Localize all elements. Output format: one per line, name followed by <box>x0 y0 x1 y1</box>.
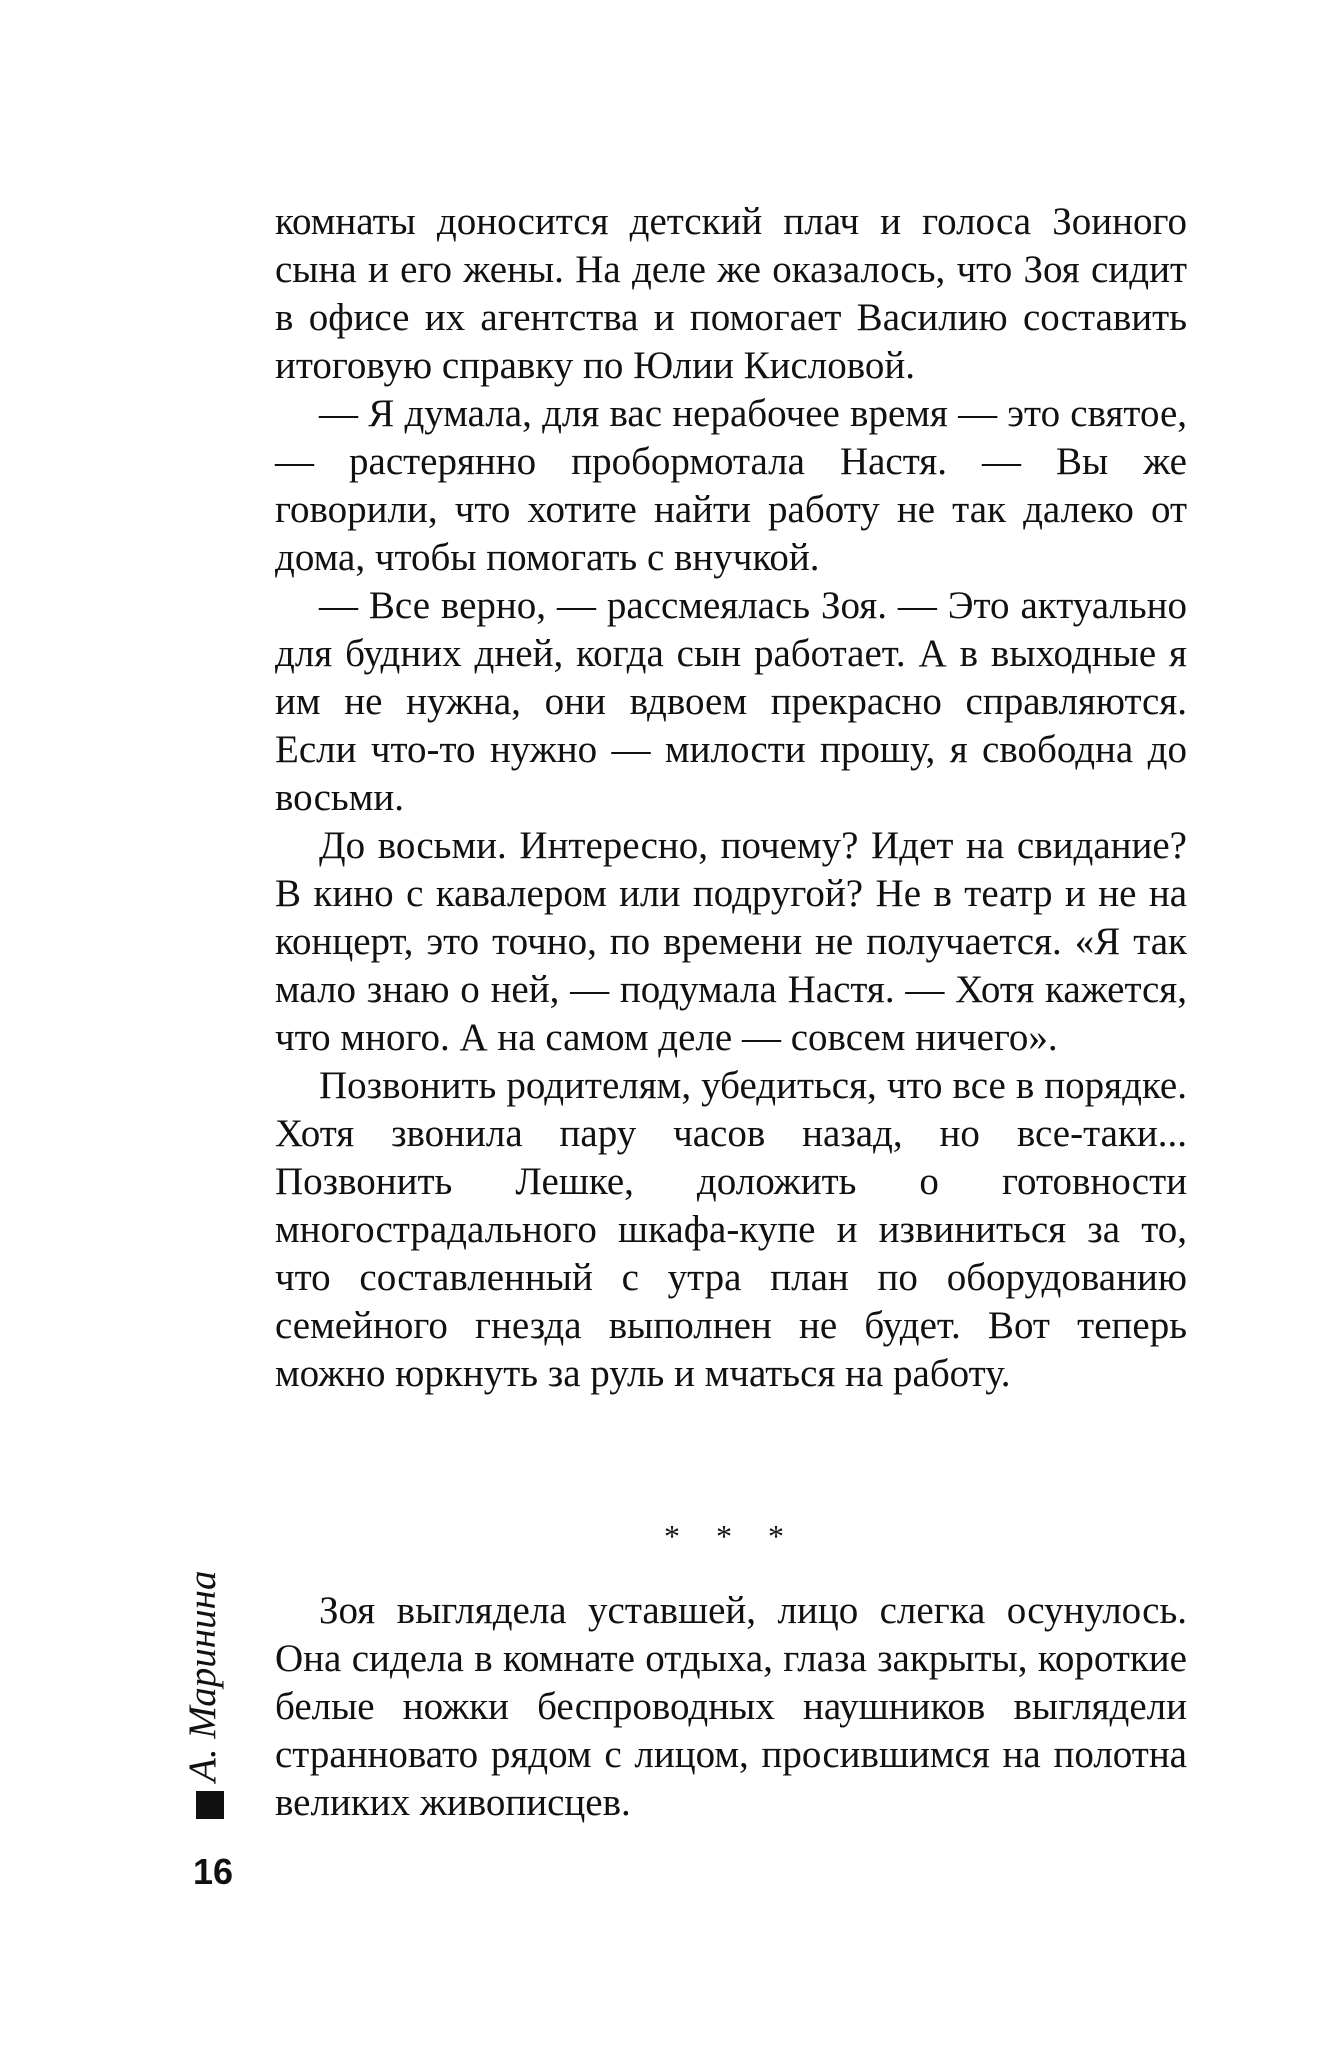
paragraph: До восьми. Интересно, почему? Идет на свидание? В кино с кавалером или подругой? Не в театр и не на концерт, это точно, по времени не получается. «Я так мало знаю о ней, — подумала Настя. — Хотя кажется, что много. А на самом деле — совсем ничего». <box>275 824 1187 1059</box>
paragraph: Зоя выглядела уставшей, лицо слегка осунулось. Она сидела в комнате отдыха, глаза закрыты, короткие белые ножки беспроводных наушников выглядели странновато рядом с лицом, просившимся на полотна великих живописцев. <box>275 1589 1187 1824</box>
running-head-author: А. Маринина <box>181 1570 224 1782</box>
scene-separator: * * * <box>664 1518 798 1554</box>
scene-text <box>275 1587 1187 1827</box>
paragraph: Позвонить родителям, убедиться, что все в порядке. Хотя звонила пару часов назад, но все-таки... Позвонить Лешке, доложить о готовности многострадального шкафа-купе и извиниться за то, что составленный с утра план по оборудованию семейного гнезда выполнен не будет. Вот теперь можно юркнуть за руль и мчаться на работу. <box>275 1064 1187 1395</box>
page-marker-square <box>196 1791 224 1819</box>
main-text <box>275 198 1187 1398</box>
paragraph: комнаты доносится детский плач и голоса Зоиного сына и его жены. На деле же оказалось, что Зоя сидит в офисе их агентства и помогает Василию составить итоговую справку по Юлии Кисловой. <box>275 200 1187 387</box>
page-number: 16 <box>193 1851 234 1892</box>
paragraph: — Все верно, — рассмеялась Зоя. — Это актуально для будних дней, когда сын работает. А в выходные я им не нужна, они вдвоем прекрасно справляются. Если что-то нужно — милости прошу, я свободна до восьми. <box>275 584 1187 819</box>
paragraph: — Я думала, для вас нерабочее время — это святое, — растерянно пробормотала Настя. — Вы же говорили, что хотите найти работу не так далеко от дома, чтобы помогать с внучкой. <box>275 392 1187 579</box>
